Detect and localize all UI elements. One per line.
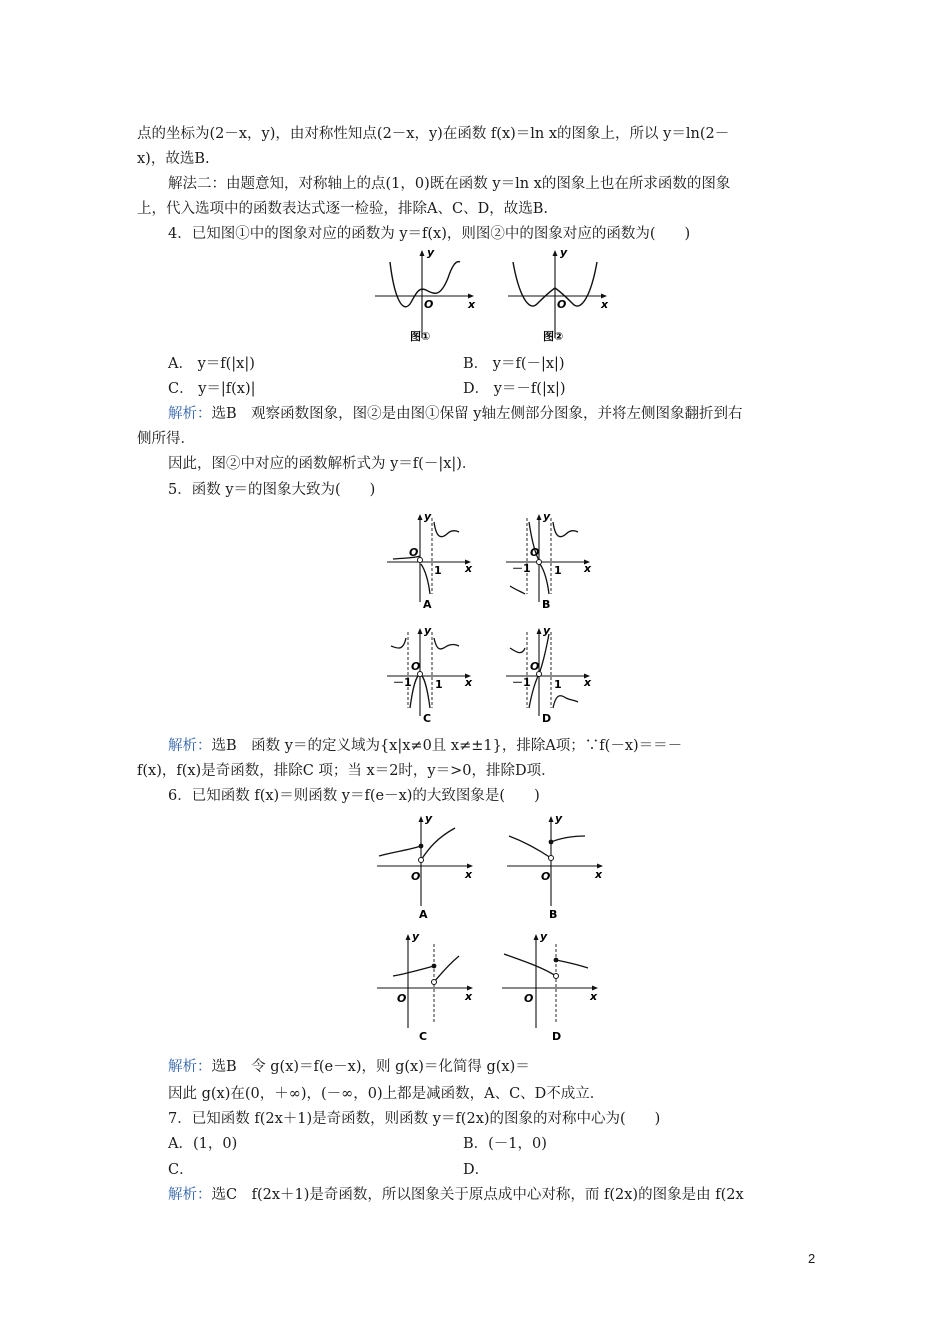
question-7: 7．已知函数 f(2x＋1)是奇函数，则函数 y＝f(2x)的图象的对称中心为( )	[168, 1111, 661, 1127]
svg-text:y: y	[560, 246, 568, 259]
text-line: 因此 g(x)在(0，＋∞)，(－∞，0)上都是减函数，A、C、D不成立．	[168, 1086, 605, 1102]
option-c: C． y＝|f(x)|	[168, 381, 256, 397]
svg-text:1: 1	[434, 564, 442, 577]
svg-text:1: 1	[554, 678, 562, 691]
svg-text:O: O	[397, 992, 407, 1005]
text-line: 侧所得．	[137, 431, 195, 447]
text-line: x)，故选B.	[137, 151, 210, 167]
q5-option-d-graph	[504, 626, 594, 726]
option-label: C	[419, 1030, 428, 1043]
option-d: D．	[463, 1162, 490, 1178]
svg-text:y: y	[543, 624, 551, 637]
answer-6-line: 解析：选B 令 g(x)＝f(e－x)，则 g(x)＝化简得 g(x)＝	[168, 1059, 530, 1075]
svg-text:O: O	[541, 870, 551, 883]
svg-text:x: x	[468, 298, 476, 311]
q5-option-a-graph	[385, 512, 475, 612]
svg-text:y: y	[540, 930, 548, 943]
text-line: 解法二：由题意知，对称轴上的点(1，0)既在函数 y＝ln x的图象上也在所求函数的图象	[168, 176, 731, 192]
svg-text:y: y	[427, 246, 435, 259]
q6-option-a-graph	[375, 814, 485, 924]
text-line: 上，代入选项中的函数表达式逐一检验，排除A、C、D，故选B.	[137, 201, 548, 217]
q5-option-b-figure	[504, 512, 594, 612]
q5-option-c-graph	[385, 626, 475, 726]
svg-text:O: O	[409, 546, 419, 559]
q4-figure-2-label: 图②	[543, 330, 564, 343]
q5-option-d-figure	[504, 626, 594, 726]
q6-option-d-graph	[500, 932, 610, 1042]
svg-text:x: x	[465, 868, 473, 881]
q5-option-c-figure	[385, 626, 475, 726]
svg-text:y: y	[424, 624, 432, 637]
svg-text:x: x	[584, 562, 592, 575]
option-b: B．(－1，0)	[463, 1136, 547, 1152]
svg-text:O: O	[411, 660, 421, 673]
q6-option-b-figure	[505, 814, 615, 924]
q4-figure-1	[370, 248, 480, 348]
option-c: C．	[168, 1162, 194, 1178]
option-b: B． y＝f(－|x|)	[463, 356, 565, 372]
option-a: A． y＝f(|x|)	[168, 356, 255, 372]
option-label: B	[542, 598, 551, 611]
text-line: f(x)，f(x)是奇函数，排除C 项；当 x＝2时，y＝>0，排除D项．	[137, 763, 556, 779]
question-4: 4．已知图①中的图象对应的函数为 y＝f(x)，则图②中的图象对应的函数为( )	[168, 226, 691, 242]
q4-figure-1-label: 图①	[410, 330, 431, 343]
q6-option-d-figure	[500, 932, 610, 1042]
svg-text:x: x	[465, 562, 473, 575]
answer-label: 解析：	[168, 738, 212, 754]
svg-text:x: x	[465, 990, 473, 1003]
q5-option-b-graph	[504, 512, 594, 612]
text-line: 点的坐标为(2－x，y)，由对称性知点(2－x，y)在函数 f(x)＝ln x的图象上，所以 y＝ln(2－	[137, 126, 730, 142]
option-label: A	[419, 908, 428, 921]
svg-text:O: O	[530, 660, 540, 673]
option-label: D	[552, 1030, 562, 1043]
q6-option-c-figure	[375, 932, 485, 1042]
svg-text:y: y	[425, 812, 433, 825]
page-number: 2	[808, 1251, 816, 1266]
svg-text:O: O	[557, 298, 567, 311]
answer-label: 解析：	[168, 1187, 212, 1203]
svg-text:x: x	[584, 676, 592, 689]
text-line: 因此，图②中对应的函数解析式为 y＝f(－|x|)．	[168, 456, 477, 472]
svg-text:－1: －1	[512, 676, 531, 689]
svg-text:1: 1	[554, 564, 562, 577]
svg-text:O: O	[524, 992, 534, 1005]
answer-7-line: 解析：选C f(2x＋1)是奇函数，所以图象关于原点成中心对称，而 f(2x)的图象是由 f(2x	[168, 1187, 744, 1203]
svg-text:－1: －1	[393, 676, 412, 689]
svg-text:O: O	[411, 870, 421, 883]
q6-option-b-graph	[505, 814, 615, 924]
svg-text:y: y	[555, 812, 563, 825]
answer-4-line: 解析：选B 观察函数图象，图②是由图①保留 y轴左侧部分图象，并将左侧图象翻折到右	[168, 406, 743, 422]
answer-5-line: 解析：选B 函数 y＝的定义域为{x|x≠0且 x≠±1}，排除A项；∵f(－x)＝＝－	[168, 738, 683, 754]
answer-label: 解析：	[168, 1059, 212, 1075]
option-label: C	[423, 712, 432, 725]
q6-option-a-figure	[375, 814, 485, 924]
answer-label: 解析：	[168, 406, 212, 422]
option-d: D． y＝－f(|x|)	[463, 381, 566, 397]
svg-text:x: x	[590, 990, 598, 1003]
q4-figure-2-graph	[503, 248, 613, 348]
svg-text:O: O	[530, 546, 540, 559]
svg-text:O: O	[424, 298, 434, 311]
svg-text:x: x	[465, 676, 473, 689]
option-label: B	[549, 908, 558, 921]
svg-text:1: 1	[435, 678, 443, 691]
svg-text:y: y	[412, 930, 420, 943]
q4-figure-2	[503, 248, 613, 348]
question-5: 5．函数 y＝的图象大致为( )	[168, 482, 376, 498]
option-a: A．(1，0)	[168, 1136, 238, 1152]
q6-option-c-graph	[375, 932, 485, 1042]
svg-text:x: x	[601, 298, 609, 311]
svg-text:x: x	[595, 868, 603, 881]
option-label: A	[423, 598, 432, 611]
svg-text:y: y	[424, 510, 432, 523]
question-6: 6．已知函数 f(x)＝则函数 y＝f(e－x)的大致图象是( )	[168, 788, 540, 804]
q5-option-a-figure	[385, 512, 475, 612]
option-label: D	[542, 712, 552, 725]
svg-text:y: y	[543, 510, 551, 523]
svg-text:－1: －1	[512, 562, 531, 575]
q4-figure-1-graph	[370, 248, 480, 348]
